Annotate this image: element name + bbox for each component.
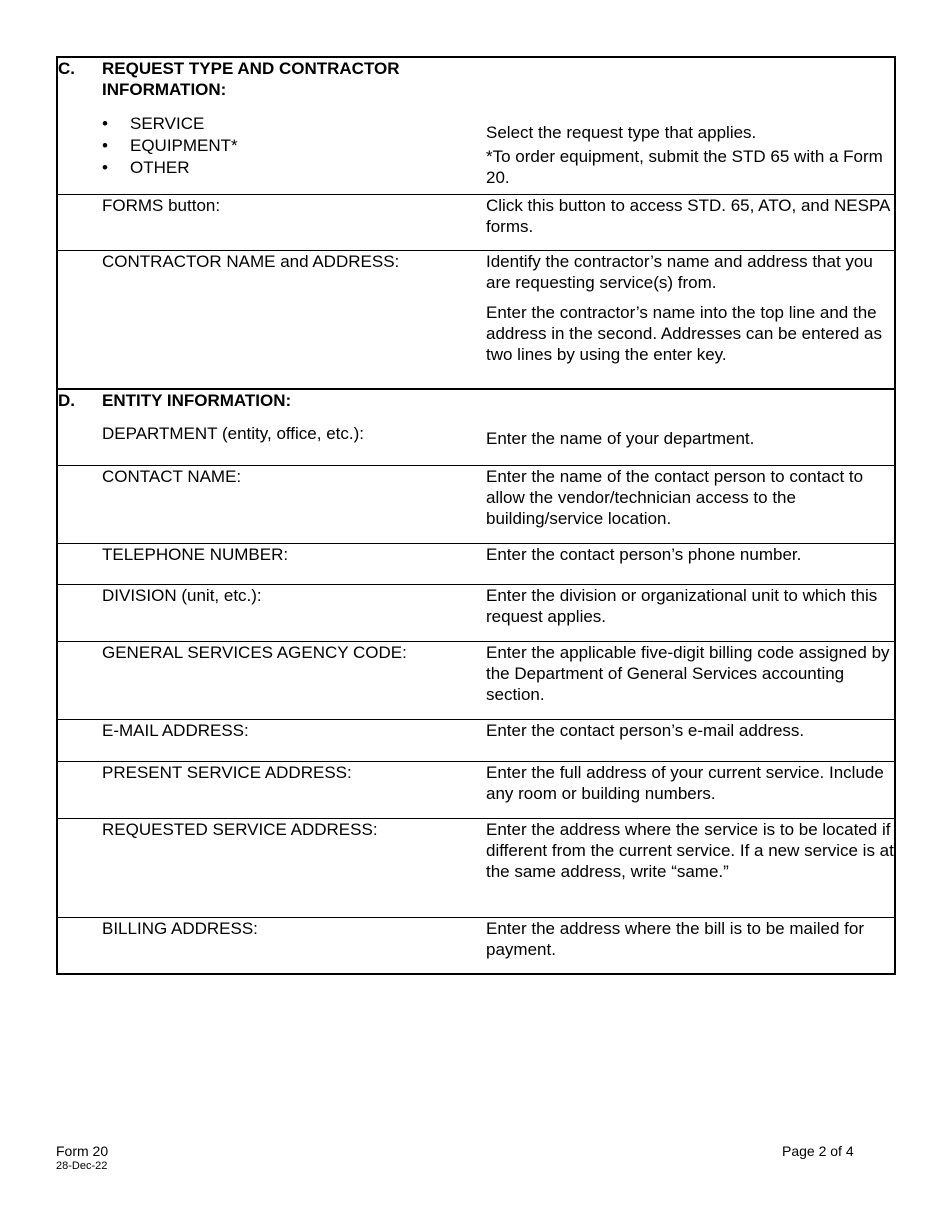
department-label: DEPARTMENT (entity, office, etc.):: [102, 424, 364, 443]
section-d-header-row: [57, 389, 895, 465]
request-type-item: • EQUIPMENT*: [102, 136, 238, 155]
email-desc: Enter the contact person’s e-mail address.: [486, 719, 895, 761]
agency-code-desc: Enter the applicable five-digit billing code assigned by the Department of General Services accounting section.: [486, 641, 895, 719]
department-desc: Enter the name of your department.: [486, 389, 895, 465]
section-c-left: [102, 57, 486, 194]
contractor-label: CONTRACTOR NAME and ADDRESS:: [102, 250, 486, 389]
contact-name-row: [57, 465, 895, 543]
division-row: [57, 584, 895, 641]
request-type-desc-2: *To order equipment, submit the STD 65 with a Form 20.: [486, 147, 883, 187]
division-desc: Enter the division or organizational unit to which this request applies.: [486, 584, 895, 641]
contractor-desc: [486, 250, 895, 389]
telephone-desc: Enter the contact person’s phone number.: [486, 543, 895, 584]
section-c-title: [102, 58, 486, 100]
section-d-left: [102, 389, 486, 465]
section-c-letter: C.: [58, 59, 75, 78]
request-type-item: • OTHER: [102, 158, 190, 177]
footer-page-number: Page 2 of 4: [782, 1143, 854, 1159]
request-type-desc: [486, 57, 895, 194]
forms-button-row: [57, 194, 895, 250]
contact-name-label: CONTACT NAME:: [102, 465, 486, 543]
billing-address-label: BILLING ADDRESS:: [102, 917, 486, 974]
bullet-icon: •: [102, 158, 108, 177]
agency-code-label: GENERAL SERVICES AGENCY CODE:: [102, 641, 486, 719]
present-address-row: [57, 761, 895, 818]
contractor-desc-1: Identify the contractor’s name and address that you are requesting service(s) from.: [486, 251, 873, 292]
telephone-row: [57, 543, 895, 584]
section-d-letter: D.: [57, 389, 102, 465]
footer-date: 28-Dec-22: [56, 1160, 108, 1172]
agency-code-row: [57, 641, 895, 719]
requested-address-label: REQUESTED SERVICE ADDRESS:: [102, 818, 486, 917]
division-label: DIVISION (unit, etc.):: [102, 584, 486, 641]
billing-address-row: [57, 917, 895, 974]
requested-address-row: [57, 818, 895, 917]
contact-name-desc: Enter the name of the contact person to contact to allow the vendor/technician access to the building/service location.: [486, 465, 895, 543]
section-c-title-line1: REQUEST TYPE AND CONTRACTOR: [102, 59, 400, 78]
footer-form-name: Form 20: [56, 1143, 109, 1159]
request-type-desc-1: Select the request type that applies.: [486, 123, 757, 142]
bullet-icon: •: [102, 114, 108, 133]
email-row: [57, 719, 895, 761]
request-type-list: [102, 113, 486, 179]
requested-address-desc: Enter the address where the service is to be located if different from the current service. If a new service is at the same address, write “same.”: [486, 818, 895, 917]
section-d-title: ENTITY INFORMATION:: [102, 391, 292, 410]
instructions-table: [56, 56, 896, 975]
present-address-desc: Enter the full address of your current service. Include any room or building numbers.: [486, 761, 895, 818]
request-type-item: • SERVICE: [102, 114, 205, 133]
forms-button-desc: Click this button to access STD. 65, ATO, and NESPA forms.: [486, 194, 895, 250]
email-label: E-MAIL ADDRESS:: [102, 719, 486, 761]
contractor-desc-2: Enter the contractor’s name into the top line and the address in the second. Addresses can be entered as two lines by using the enter key.: [486, 302, 882, 364]
telephone-label: TELEPHONE NUMBER:: [102, 543, 486, 584]
section-c-title-line2: INFORMATION:: [102, 80, 227, 99]
bullet-icon: •: [102, 136, 108, 155]
forms-button-label: FORMS button:: [102, 194, 486, 250]
contractor-row: [57, 250, 895, 389]
section-c-header-row: [57, 57, 895, 194]
billing-address-desc: Enter the address where the bill is to be mailed for payment.: [486, 917, 895, 974]
present-address-label: PRESENT SERVICE ADDRESS:: [102, 761, 486, 818]
